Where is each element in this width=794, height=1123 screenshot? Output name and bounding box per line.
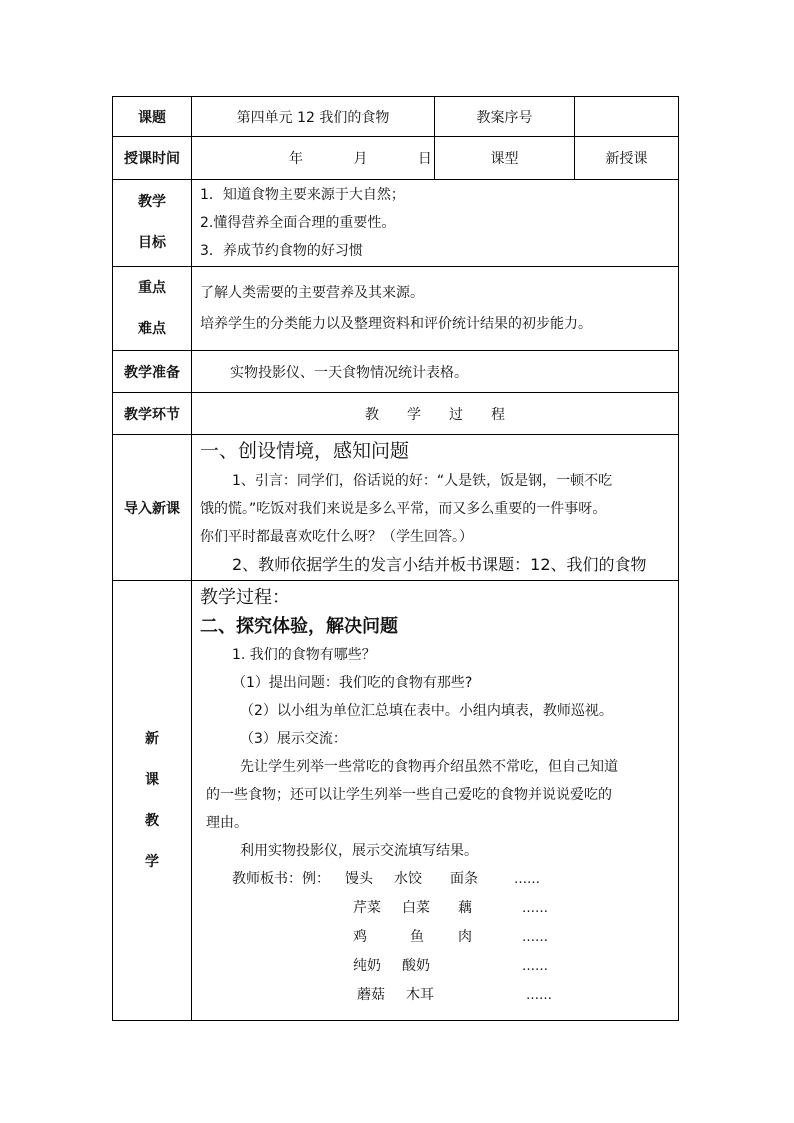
board-item: 木耳: [406, 987, 434, 1003]
board-item: 馒头: [345, 871, 373, 887]
board-item: ……: [526, 988, 552, 1003]
process-header-value: 教 学 过 程: [192, 393, 679, 435]
new-lesson-char: 新: [145, 730, 159, 747]
board-item: 白菜: [402, 900, 430, 916]
goal-item: 3．养成节约食物的好习惯: [200, 243, 363, 259]
board-item: ……: [522, 959, 548, 974]
board-item: 酸奶: [402, 958, 430, 974]
new-lesson-content: [192, 581, 679, 1021]
board-row: [200, 894, 678, 923]
goal-item: 2.懂得营养全面合理的重要性。: [200, 215, 396, 231]
board-row: [200, 923, 678, 952]
board-item: ……: [522, 901, 548, 916]
new-lesson-label: [113, 581, 192, 1021]
board-item: 芹菜: [353, 900, 381, 916]
time-label: 授课时间: [113, 137, 192, 180]
paragraph-line: 的一些食物；还可以让学生列举一些自己爱吃的食物并说说爱吃的: [206, 787, 612, 803]
topic-label: 课题: [113, 97, 192, 137]
plan-number-label: 教案序号: [435, 97, 575, 137]
goals-label: [113, 180, 192, 267]
type-label: 课型: [435, 137, 575, 180]
step-3: （3）展示交流：: [240, 731, 347, 747]
board-row: [200, 952, 678, 981]
key-points-content: [192, 267, 679, 351]
paragraph-line: 利用实物投影仪，展示交流填写结果。: [240, 843, 478, 859]
board-label: 教师板书：例：: [232, 871, 330, 887]
plan-number-value: [575, 97, 679, 137]
intro-line: 1、引言：同学们，俗话说的好：“人是铁，饭是钢，一顿不吃: [232, 473, 613, 489]
intro-heading: 一、创设情境，感知问题: [200, 440, 410, 462]
board-item: 面条: [450, 871, 478, 887]
step-1: （1）提出问题：我们吃的食物有那些?: [232, 675, 473, 691]
board-item: 藕: [458, 900, 472, 916]
key-point-item: 培养学生的分类能力以及整理资料和评价统计结果的初步能力。: [200, 315, 592, 332]
intro-line: 饿的慌。”吃饭对我们来说是多么平常，而又多么重要的一件事呀。: [200, 501, 607, 517]
new-lesson-char: 课: [145, 771, 159, 788]
step-2: （2）以小组为单位汇总填在表中。小组内填表，教师巡视。: [240, 703, 613, 719]
intro-label: 导入新课: [113, 435, 192, 581]
goals-label-2: 目标: [138, 235, 166, 251]
process-heading: 二、探究体验，解决问题: [200, 616, 398, 637]
board-item: 纯奶: [353, 958, 381, 974]
intro-line: 2、教师依据学生的发言小结并板书课题：12、我们的食物: [232, 555, 647, 574]
intro-content: [192, 435, 679, 581]
goals-content: [192, 180, 679, 267]
paragraph-line: 理由。: [206, 815, 248, 831]
day-label: 日: [417, 151, 432, 167]
time-value: [192, 137, 435, 180]
paragraph-line: 先让学生列举一些常吃的食物再介绍虽然不常吃，但自己知道: [240, 759, 618, 775]
board-item: ……: [522, 930, 548, 945]
new-lesson-char: 教: [145, 812, 159, 829]
board-item: 水饺: [394, 871, 422, 887]
month-label: 月: [353, 151, 368, 167]
board-item: 肉: [458, 929, 472, 945]
board-row: [200, 865, 678, 894]
process-header-label: 教学环节: [113, 393, 192, 435]
key-point-item: 了解人类需要的主要营养及其来源。: [200, 284, 424, 301]
intro-line: 你们平时都最喜欢吃什么呀？（学生回答。）: [200, 529, 473, 545]
goals-label-1: 教学: [138, 194, 166, 210]
board-writing: [200, 865, 678, 1010]
topic-value: 第四单元 12 我们的食物: [192, 97, 435, 137]
year-label: 年: [289, 151, 303, 167]
goal-item: 1．知道食物主要来源于大自然；: [200, 187, 405, 203]
process-title: 教学过程：: [200, 587, 290, 608]
board-item: ……: [514, 872, 540, 887]
board-item: 鸡: [353, 929, 367, 945]
type-value: 新授课: [575, 137, 679, 180]
prep-label: 教学准备: [113, 351, 192, 393]
key-points-label-1: 重点: [138, 279, 166, 296]
new-lesson-char: 学: [145, 853, 159, 870]
lesson-plan-table: [112, 96, 679, 1021]
board-row: [200, 981, 678, 1010]
key-points-label: [113, 267, 192, 351]
board-item: 鱼: [410, 929, 424, 945]
key-points-label-2: 难点: [138, 320, 166, 337]
prep-value: 实物投影仪、一天食物情况统计表格。: [192, 351, 679, 393]
board-item: 蘑菇: [357, 987, 385, 1003]
question-1: 1. 我们的食物有哪些？: [232, 647, 376, 663]
